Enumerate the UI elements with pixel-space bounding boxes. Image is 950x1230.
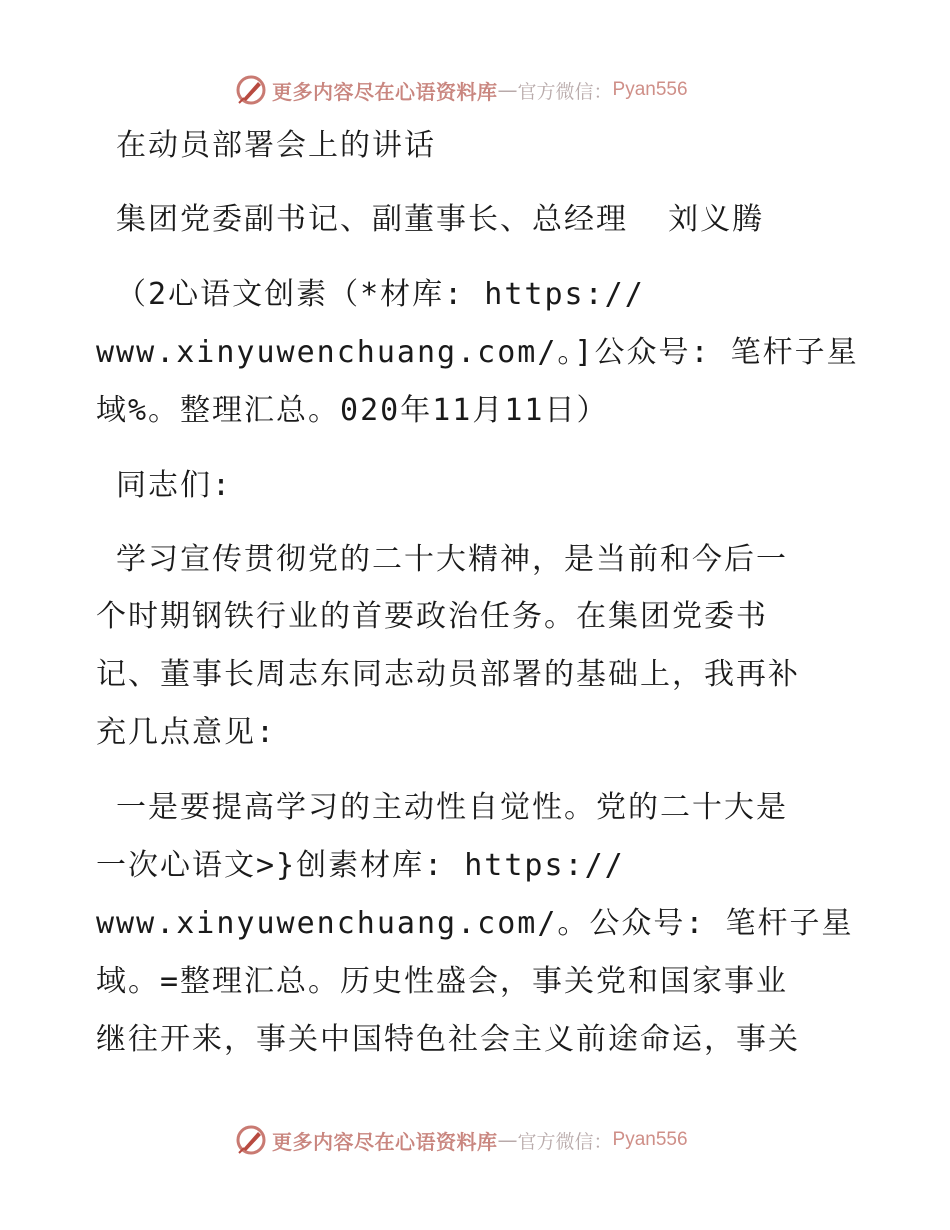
paragraph-line: 域。=整理汇总。历史性盛会，事关党和国家事业 — [96, 964, 789, 999]
header-banner-dash: — — [497, 78, 518, 102]
footer-banner-text: 更多内容尽在心语资料库 — [272, 1129, 498, 1154]
quill-logo-icon — [234, 73, 268, 107]
header-banner — [0, 70, 950, 110]
paragraph-line: www.xinyuwenchuang.com/。公众号: 笔杆子星 — [96, 906, 854, 941]
footer-banner — [0, 1120, 950, 1160]
paragraph-line: 继往开来，事关中国特色社会主义前途命运，事关 — [96, 1022, 800, 1057]
date-line: www.xinyuwenchuang.com/。]公众号: 笔杆子星 — [96, 335, 859, 370]
date-line: 域%。整理汇总。020年11月11日） — [96, 393, 609, 428]
footer-wechat-id: Pyan556 — [612, 1129, 688, 1150]
date-line: （2心语文创素（*材库: https:// — [96, 277, 645, 312]
quill-logo-icon — [234, 1123, 268, 1157]
document-title: 在动员部署会上的讲话 — [96, 128, 437, 163]
paragraph-line: 一是要提高学习的主动性自觉性。党的二十大是 — [96, 790, 789, 825]
salutation: 同志们: — [96, 468, 233, 503]
document-byline: 集团党委副书记、副董事长、总经理 刘义腾 — [96, 202, 765, 237]
paragraph-line: 学习宣传贯彻党的二十大精神，是当前和今后一 — [96, 542, 789, 577]
footer-banner-dash: — — [497, 1128, 518, 1152]
footer-wechat-label: 官方微信： — [517, 1130, 613, 1153]
header-wechat-label: 官方微信： — [517, 80, 613, 103]
header-wechat-id: Pyan556 — [612, 79, 688, 100]
footer-banner-content — [234, 1122, 688, 1158]
paragraph-line: 个时期钢铁行业的首要政治任务。在集团党委书 — [96, 599, 768, 634]
header-banner-text: 更多内容尽在心语资料库 — [272, 79, 498, 104]
header-banner-content — [234, 72, 688, 108]
paragraph-line: 记、董事长周志东同志动员部署的基础上，我再补 — [96, 657, 800, 692]
paragraph-line: 充几点意见: — [96, 715, 277, 750]
paragraph-line: 一次心语文>}创素材库: https:// — [96, 848, 625, 883]
